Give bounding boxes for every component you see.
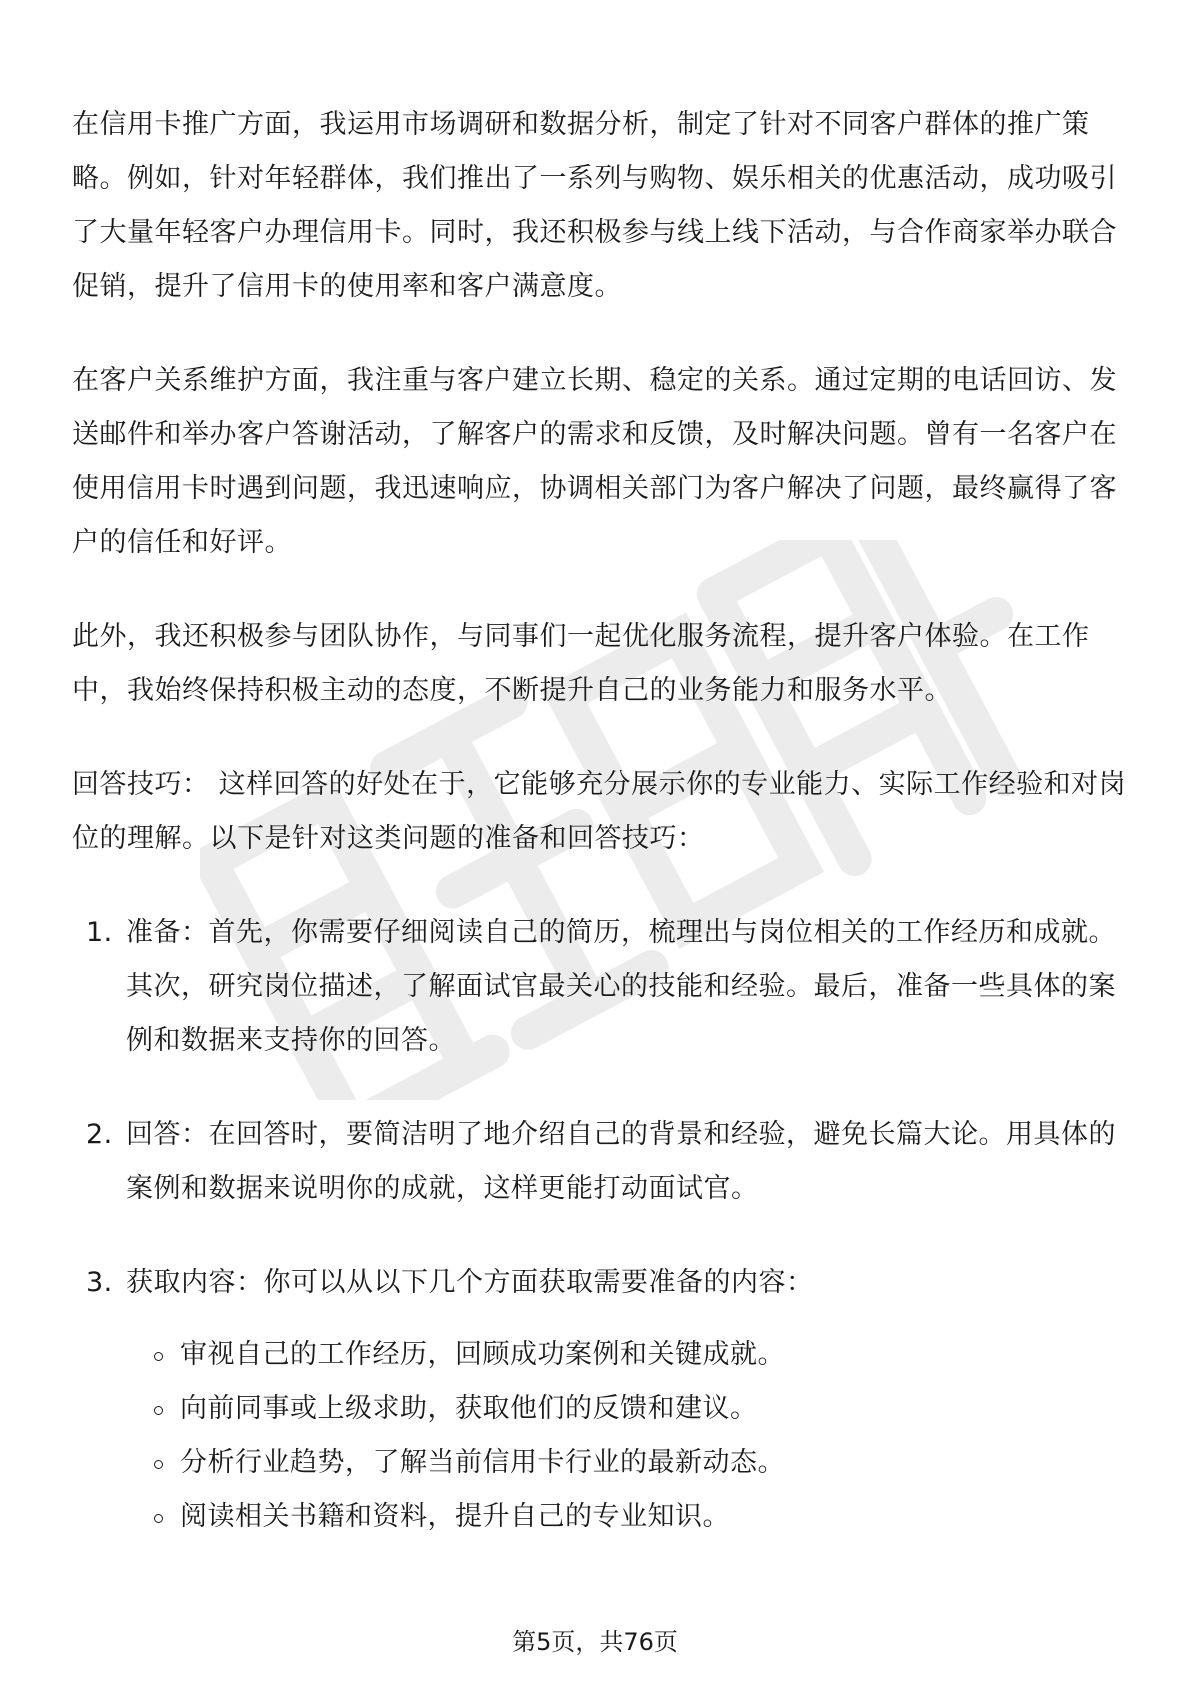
tip-number: 1.: [86, 917, 113, 948]
list-item-text: 审视自己的工作经历，回顾成功案例和关键成就。: [180, 1339, 785, 1370]
page-number-footer: 第5页，共76页: [512, 1628, 678, 1656]
list-item: [152, 1490, 1132, 1544]
paragraph-teamwork: 此外，我还积极参与团队协作，与同事们一起优化服务流程，提升客户体验。在工作中，我始终保持积极主动的态度，不断提升自己的业务能力和服务水平。: [72, 621, 1090, 706]
tip-text: 回答：在回答时，要简洁明了地介绍自己的背景和经验，避免长篇大论。用具体的案例和数据来说明你的成就，这样更能打动面试官。: [126, 1119, 1116, 1204]
tip-item-content-sources: [72, 1256, 1132, 1310]
paragraph-customer-relations: 在客户关系维护方面，我注重与客户建立长期、稳定的关系。通过定期的电话回访、发送邮件和举办客户答谢活动，了解客户的需求和反馈，及时解决问题。曾有一名客户在使用信用卡时遇到问题，我迅速响应，协调相关部门为客户解决了问题，最终赢得了客户的信任和好评。: [72, 365, 1117, 558]
circle-bullet-icon: [154, 1514, 163, 1523]
list-item: [152, 1382, 1132, 1436]
tip-number: 3.: [86, 1267, 113, 1298]
list-item: [152, 1328, 1132, 1382]
tip-text: 获取内容：你可以从以下几个方面获取需要准备的内容：: [126, 1267, 814, 1298]
circle-bullet-icon: [154, 1460, 163, 1469]
tip-item-answer: [72, 1108, 1132, 1216]
list-item-text: 阅读相关书籍和资料，提升自己的专业知识。: [180, 1501, 730, 1532]
tip-item-preparation: [72, 906, 1132, 1068]
list-item-text: 向前同事或上级求助，获取他们的反馈和建议。: [180, 1393, 758, 1424]
circle-bullet-icon: [154, 1406, 163, 1415]
tip-number: 2.: [86, 1119, 113, 1150]
list-item: [152, 1436, 1132, 1490]
paragraph-answer-tips: 回答技巧： 这样回答的好处在于，它能够充分展示你的专业能力、实际工作经验和对岗位的理解。以下是针对这类问题的准备和回答技巧：: [72, 769, 1127, 854]
tips-list: [72, 906, 1132, 1310]
circle-bullet-icon: [154, 1352, 163, 1361]
paragraph-credit-card-promotion: 在信用卡推广方面，我运用市场调研和数据分析，制定了针对不同客户群体的推广策略。例如，针对年轻群体，我们推出了一系列与购物、娱乐相关的优惠活动，成功吸引了大量年轻客户办理信用卡。同时，我还积极参与线上线下活动，与合作商家举办联合促销，提升了信用卡的使用率和客户满意度。: [72, 109, 1117, 302]
document-body: [72, 98, 1132, 1544]
sources-list: [72, 1328, 1132, 1544]
list-item-text: 分析行业趋势，了解当前信用卡行业的最新动态。: [180, 1447, 785, 1478]
tip-text: 准备：首先，你需要仔细阅读自己的简历，梳理出与岗位相关的工作经历和成就。其次，研究岗位描述，了解面试官最关心的技能和经验。最后，准备一些具体的案例和数据来支持你的回答。: [126, 917, 1116, 1056]
